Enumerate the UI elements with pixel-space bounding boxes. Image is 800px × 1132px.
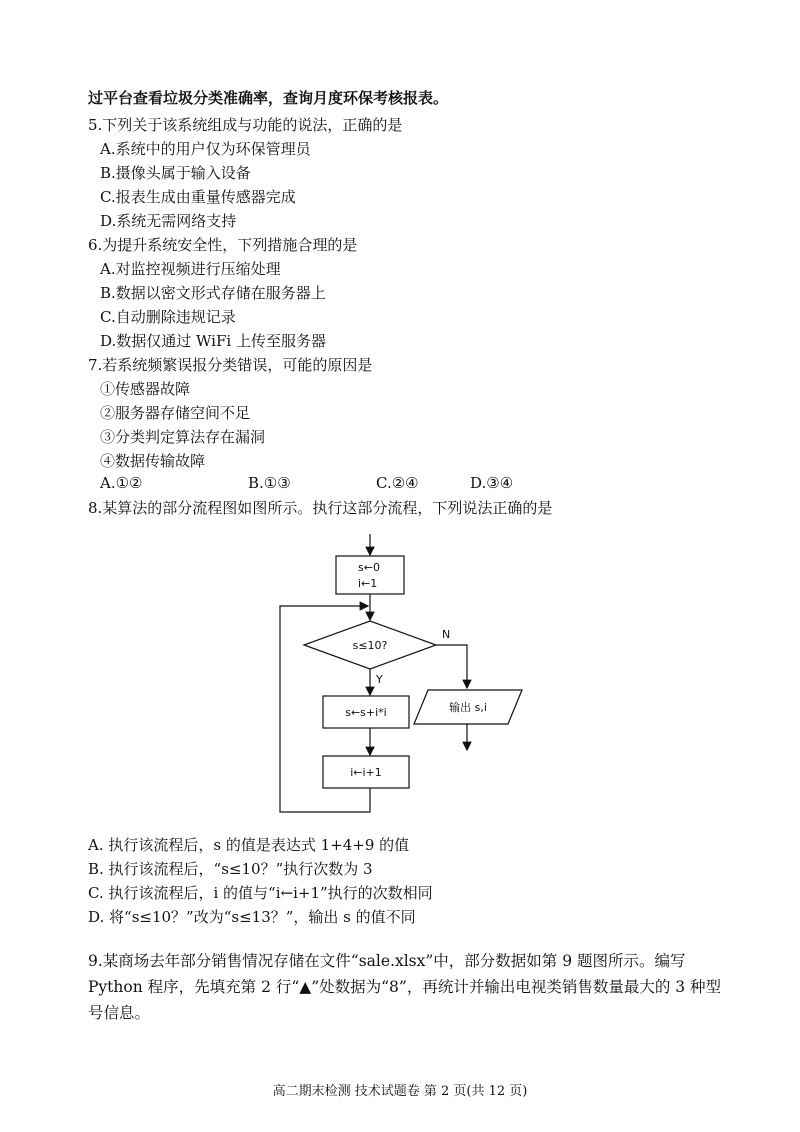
- fc-init-s: s←0: [358, 561, 380, 574]
- q6-option-d: D.数据仅通过 WiFi 上传至服务器: [100, 332, 326, 350]
- q7-choice-a: A.①②: [100, 474, 143, 492]
- q7-item-4: ④数据传输故障: [100, 452, 206, 470]
- q8-option-c: C. 执行该流程后，i 的值与“i←i+1”执行的次数相同: [88, 884, 433, 902]
- q6-option-b: B.数据以密文形式存储在服务器上: [100, 284, 326, 302]
- q6-stem: 6.为提升系统安全性，下列措施合理的是: [88, 236, 358, 254]
- fc-step1: s←s+i*i: [345, 706, 387, 719]
- q7-item-1: ①传感器故障: [100, 380, 191, 398]
- q7-stem: 7.若系统频繁误报分类错误，可能的原因是: [88, 356, 373, 374]
- q5-stem: 5.下列关于该系统组成与功能的说法，正确的是: [88, 116, 403, 134]
- q5-option-a: A.系统中的用户仅为环保管理员: [100, 140, 311, 158]
- q7-choice-c: C.②④: [376, 474, 419, 492]
- fc-step2: i←i+1: [350, 766, 382, 779]
- q5-option-b: B.摄像头属于输入设备: [100, 164, 251, 182]
- no-arrow: [436, 645, 467, 688]
- q9-text: 9.某商场去年部分销售情况存储在文件“sale.xlsx”中，部分数据如第 9 题图所示。编写 Python 程序，先填充第 2 行“▲”处数据为“8”，再统计并输出电视类销售数量最大的 3 种型号信息。: [88, 952, 722, 1022]
- q5-option-d: D.系统无需网络支持: [100, 212, 237, 230]
- page-footer: 高二期末检测 技术试题卷 第 2 页(共 12 页): [272, 1084, 528, 1099]
- flowchart: [270, 528, 530, 823]
- q7-choice-d: D.③④: [470, 474, 514, 492]
- q7-item-3: ③分类判定算法存在漏洞: [100, 428, 266, 446]
- q7-choice-b: B.①③: [248, 474, 291, 492]
- q8-option-b: B. 执行该流程后，“s≤10？”执行次数为 3: [88, 860, 373, 878]
- intro-line: 过平台查看垃圾分类准确率，查询月度环保考核报表。: [88, 89, 449, 107]
- q6-option-c: C.自动删除违规记录: [100, 308, 236, 326]
- fc-output: 输出 s,i: [449, 701, 487, 714]
- q6-option-a: A.对监控视频进行压缩处理: [100, 260, 281, 278]
- q7-item-2: ②服务器存储空间不足: [100, 404, 251, 422]
- q5-option-c: C.报表生成由重量传感器完成: [100, 188, 296, 206]
- fc-no: N: [442, 628, 451, 641]
- fc-condition: s≤10?: [352, 639, 388, 652]
- q8-option-d: D. 将“s≤10？”改为“s≤13？”，输出 s 的值不同: [88, 908, 416, 926]
- q8-option-a: A. 执行该流程后，s 的值是表达式 1+4+9 的值: [88, 836, 410, 854]
- q8-stem: 8.某算法的部分流程图如图所示。执行这部分流程，下列说法正确的是: [88, 499, 553, 517]
- fc-yes: Y: [376, 673, 383, 686]
- fc-init-i: i←1: [358, 577, 378, 590]
